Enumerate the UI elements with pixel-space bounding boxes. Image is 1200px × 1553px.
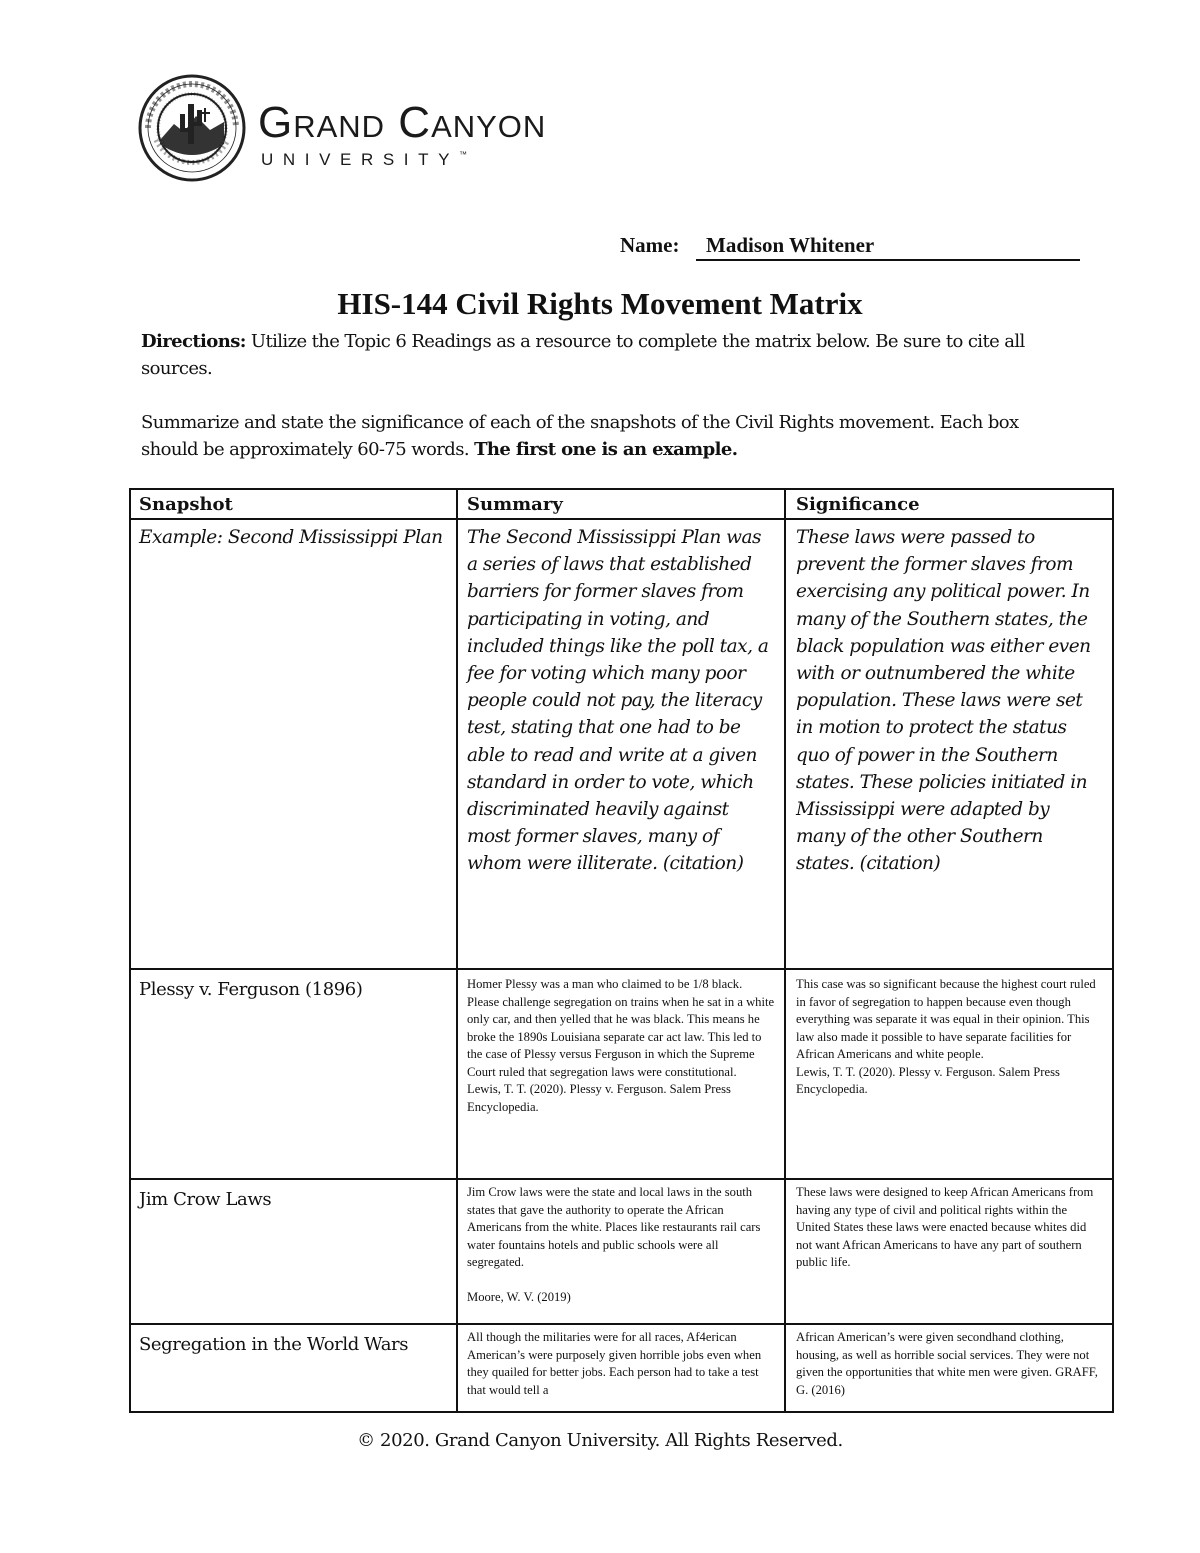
- directions-text: Utilize the Topic 6 Readings as a resource to complete the matrix below. Be sure to cite all sources.: [141, 331, 1025, 379]
- name-value: Madison Whitener: [696, 233, 1080, 261]
- summary-cell: The Second Mississippi Plan was a series of laws that established barriers for former slaves from participating in voting, and included things like the poll tax, a fee for voting which many poor people could not pay, the literacy test, stating that one had to be able to read and write at a given standard in order to vote, which discriminated heavily against most former slaves, many of whom were illiterate. (citation): [458, 520, 786, 968]
- snapshot-cell: Plessy v. Ferguson (1896): [131, 970, 458, 1178]
- snapshot-cell: Segregation in the World Wars: [131, 1325, 458, 1411]
- name-field: [620, 233, 1080, 263]
- significance-cell: This case was so significant because the highest court ruled in favor of segregation to happen because even though everything was separate it was equal in their opinion. This law also made it possible to have separate facilities for African Americans and white people. Lewis, T. T. (2020). Plessy v. Ferguson. Salem Press Encyclopedia.: [796, 977, 1096, 1096]
- matrix-table: [129, 488, 1114, 1413]
- significance-cell: These laws were designed to keep African Americans from having any type of civil and political rights within the United States these laws were enacted because whites did not want African Americans to have any part of southern public life.: [796, 1185, 1094, 1269]
- table-row: [131, 1180, 1112, 1325]
- table-row: [131, 520, 1112, 970]
- trademark-mark: ™: [459, 150, 468, 159]
- logo-line2: UNIVERSITY™: [261, 150, 468, 169]
- copyright-footer: © 2020. Grand Canyon University. All Rights Reserved.: [357, 1430, 843, 1451]
- table-row: [131, 970, 1112, 1180]
- name-label: Name:: [620, 233, 680, 257]
- significance-cell: These laws were passed to prevent the former slaves from exercising any political power. In many of the Southern states, the black population was either even with or outnumbered the white population. These laws were set in motion to protect the status quo of power in the Southern states. These policies initiated in Mississippi were adapted by many of the other Southern states. (citation): [796, 527, 1091, 875]
- snapshot-cell: Example: Second Mississippi Plan: [131, 520, 458, 968]
- summary-cell: Jim Crow laws were the state and local laws in the south states that gave the authority to operate the African Americans from the white. Places like restaurants rail cars water fountains hotels and public schools were all segregated. Moore, W. V. (2019): [458, 1180, 786, 1323]
- page-title: HIS-144 Civil Rights Movement Matrix: [337, 286, 863, 321]
- university-seal-icon: [138, 74, 246, 182]
- logo-wordmark: [258, 98, 547, 170]
- snapshot-cell: Jim Crow Laws: [131, 1180, 458, 1323]
- table-header-row: [131, 490, 1112, 520]
- significance-cell: African American’s were given secondhand clothing, housing, as well as horrible social services. They were not given the opportunities that white men were given. GRAFF, G. (2016): [796, 1330, 1098, 1397]
- instructions-text: Summarize and state the significance of each of the snapshots of the Civil Rights movement. Each box should be approximately 60-75 words.: [141, 412, 1019, 460]
- directions-paragraph: [141, 328, 1061, 382]
- header-snapshot: Snapshot: [131, 490, 458, 518]
- university-logo: [138, 74, 618, 182]
- instructions-paragraph: [141, 409, 1061, 463]
- summary-cell: All though the militaries were for all races, Af4erican American’s were purposely given horrible jobs even when they quailed for better jobs. Each person had to take a test that would tell a: [458, 1325, 786, 1411]
- summary-cell: Homer Plessy was a man who claimed to be 1/8 black. Please challenge segregation on trains when he sat in a white only car, and then yelled that he was black. This means he broke the 1890s Louisiana separate car act law. This led to the case of Plessy versus Ferguson in which the Supreme Court ruled that segregation laws were constitutional. Lewis, T. T. (2020). Plessy v. Ferguson. Salem Press Encyclopedia.: [458, 970, 786, 1178]
- header-summary: Summary: [458, 490, 786, 518]
- directions-label: Directions:: [141, 331, 246, 352]
- header-significance: Significance: [796, 494, 920, 515]
- logo-line1: Grand Canyon: [258, 98, 547, 147]
- table-row: [131, 1325, 1112, 1411]
- instructions-bold: The first one is an example.: [474, 439, 738, 460]
